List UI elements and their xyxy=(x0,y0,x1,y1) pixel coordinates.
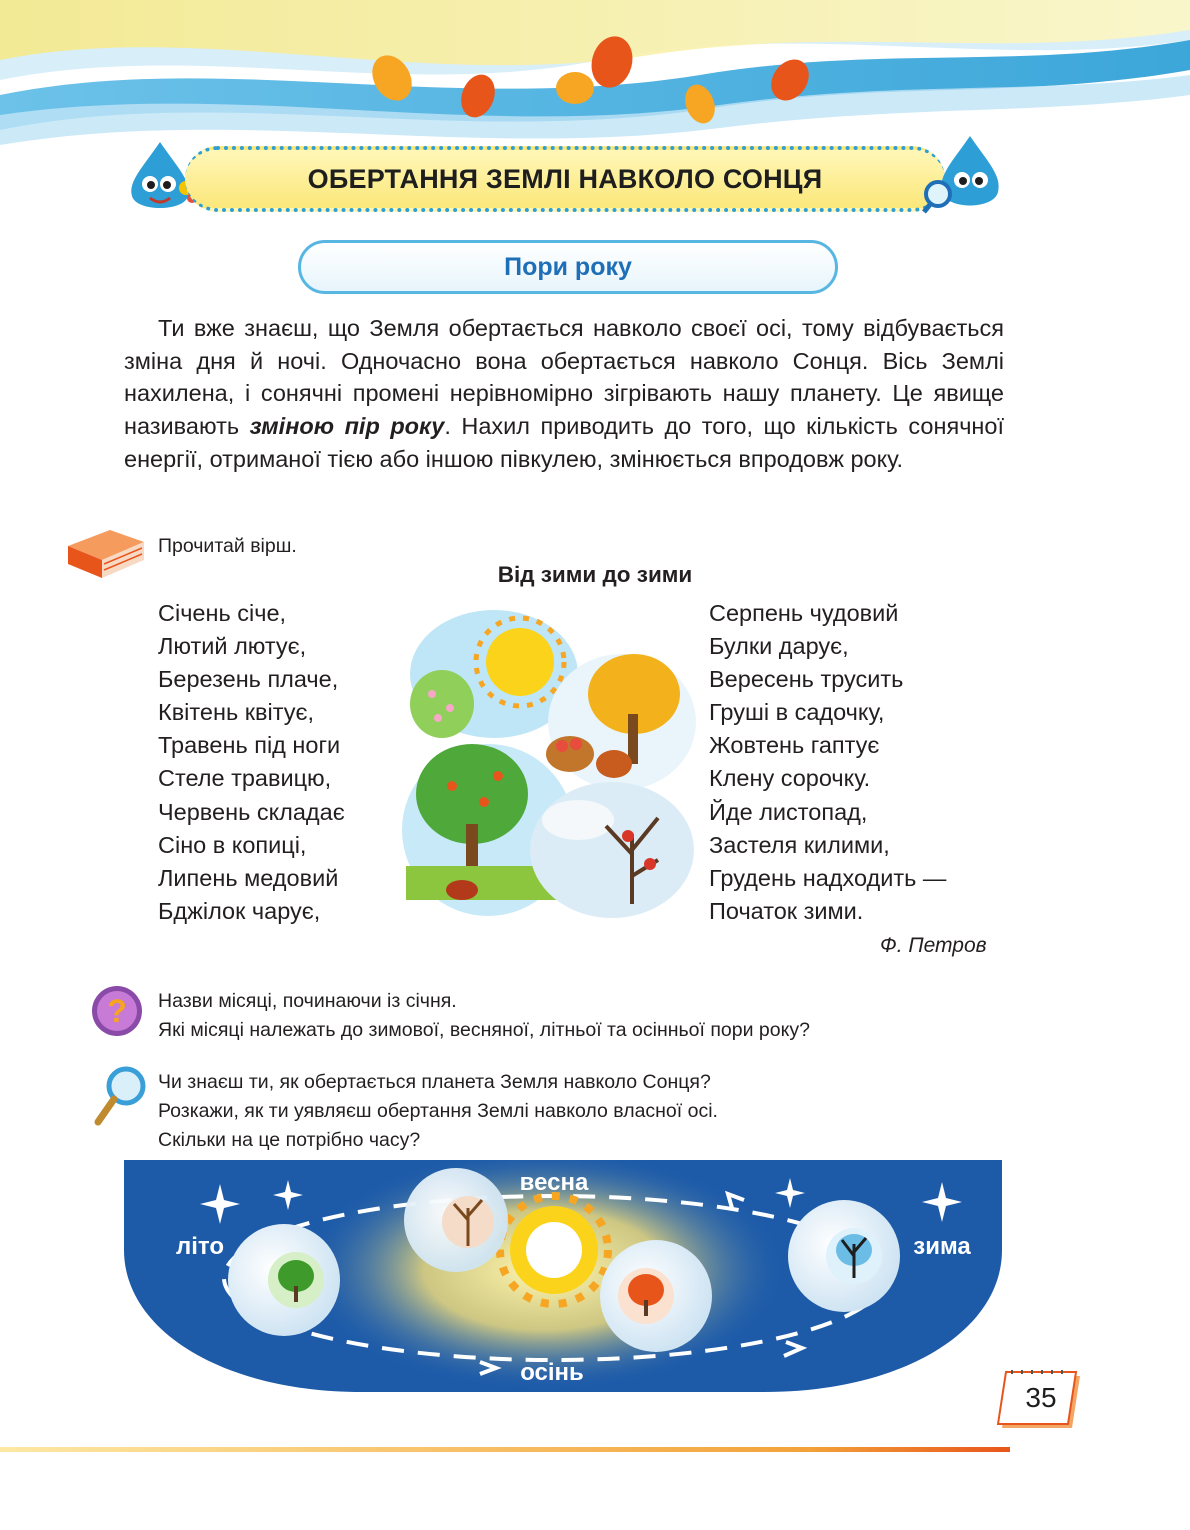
intro-text-part1: Ти вже знаєш, що Земля обертається навколо своєї осі, тому відбувається зміна дня й ночі. Одночасно вона обертається навколо Сонця. Вісь Землі нахилена, і сонячні промені нерівномірно зігрівають нашу планету. Це явище називають xyxy=(124,315,1004,440)
top-banner-decoration xyxy=(0,0,1190,150)
lesson-title-ribbon xyxy=(185,146,945,212)
poem-line: Клену сорочку. xyxy=(709,765,871,792)
intro-paragraph xyxy=(124,312,1004,476)
globe-autumn-icon xyxy=(600,1240,712,1352)
label-autumn: осінь xyxy=(520,1359,584,1386)
four-seasons-illustration xyxy=(402,604,696,920)
poem-line: Серпень чудовий xyxy=(709,600,899,626)
poem-line: Жовтень гаптує xyxy=(709,732,880,759)
section-subtitle: Пори року xyxy=(504,252,632,281)
question-line: Назви місяці, починаючи із січня. xyxy=(158,990,457,1012)
page-number: 35 xyxy=(1025,1382,1057,1413)
droplet-mascot-magnifier-icon xyxy=(920,132,1008,218)
poem-right-column xyxy=(709,597,946,928)
globe-winter-icon xyxy=(788,1200,900,1312)
poem-line: Стеле травицю, xyxy=(158,765,332,792)
poem-line: Липень медовий xyxy=(158,864,339,891)
poem-line: Сіно в копиці, xyxy=(158,831,307,858)
poem-title: Від зими до зими xyxy=(497,562,693,587)
poem-line: Березень плаче, xyxy=(158,666,339,693)
label-winter: зима xyxy=(913,1233,971,1260)
earth-orbit-diagram xyxy=(124,1160,1002,1392)
poem-line: Застеля килими, xyxy=(709,831,890,858)
globe-summer-icon xyxy=(228,1224,340,1336)
poem-left-column xyxy=(158,597,345,928)
poem-line: Вересень трусить xyxy=(709,666,904,693)
intro-text-part2: . Нахил приводить до того, що кількість сонячної енергії, отриманої тією або іншою півкулею, змінюється впродовж року. xyxy=(124,413,1005,472)
lesson-title: ОБЕРТАННЯ ЗЕМЛІ НАВКОЛО СОНЦЯ xyxy=(307,163,823,194)
poem-line: Червень складає xyxy=(158,798,345,825)
discussion-line: Чи знаєш ти, як обертається планета Земля навколо Сонця? xyxy=(158,1071,711,1093)
poem-author: Ф. Петров xyxy=(880,934,987,957)
label-summer: літо xyxy=(175,1233,225,1260)
discussion-line: Розкажи, як ти уявляєш обертання Землі навколо власної осі. xyxy=(158,1100,718,1122)
question-block xyxy=(158,987,810,1045)
poem-line: Січень січе, xyxy=(158,600,287,626)
poem-line: Травень під ноги xyxy=(158,732,341,759)
poem-line: Лютий лютує, xyxy=(158,633,307,660)
question-line: Які місяці належать до зимової, весняної, літньої та осінньої пори року? xyxy=(158,1019,810,1041)
globe-spring-icon xyxy=(404,1168,508,1272)
poem-line: Квітень квітує, xyxy=(158,699,314,726)
poem-line: Бджілок чарує, xyxy=(158,897,321,924)
poem-line: Булки дарує, xyxy=(709,633,849,660)
read-task-text: Прочитай вірш. xyxy=(158,535,297,557)
poem-line: Йде листопад, xyxy=(709,798,868,825)
magnifier-icon xyxy=(92,1066,148,1128)
discussion-block xyxy=(158,1068,718,1155)
label-spring: весна xyxy=(519,1169,589,1196)
discussion-line: Скільки на це потрібно часу? xyxy=(158,1129,421,1151)
section-subtitle-box xyxy=(298,240,838,294)
question-mark-icon xyxy=(90,984,144,1038)
poem-line: Груші в садочку, xyxy=(709,699,885,726)
poem-line: Початок зими. xyxy=(709,897,864,924)
svg-text:?: ? xyxy=(107,993,127,1029)
poem-line: Грудень надходить — xyxy=(709,864,947,891)
winter-scene-icon xyxy=(530,782,694,918)
intro-emphasis: зміною пір року xyxy=(249,413,445,440)
bottom-gradient-bar xyxy=(0,1444,1190,1454)
